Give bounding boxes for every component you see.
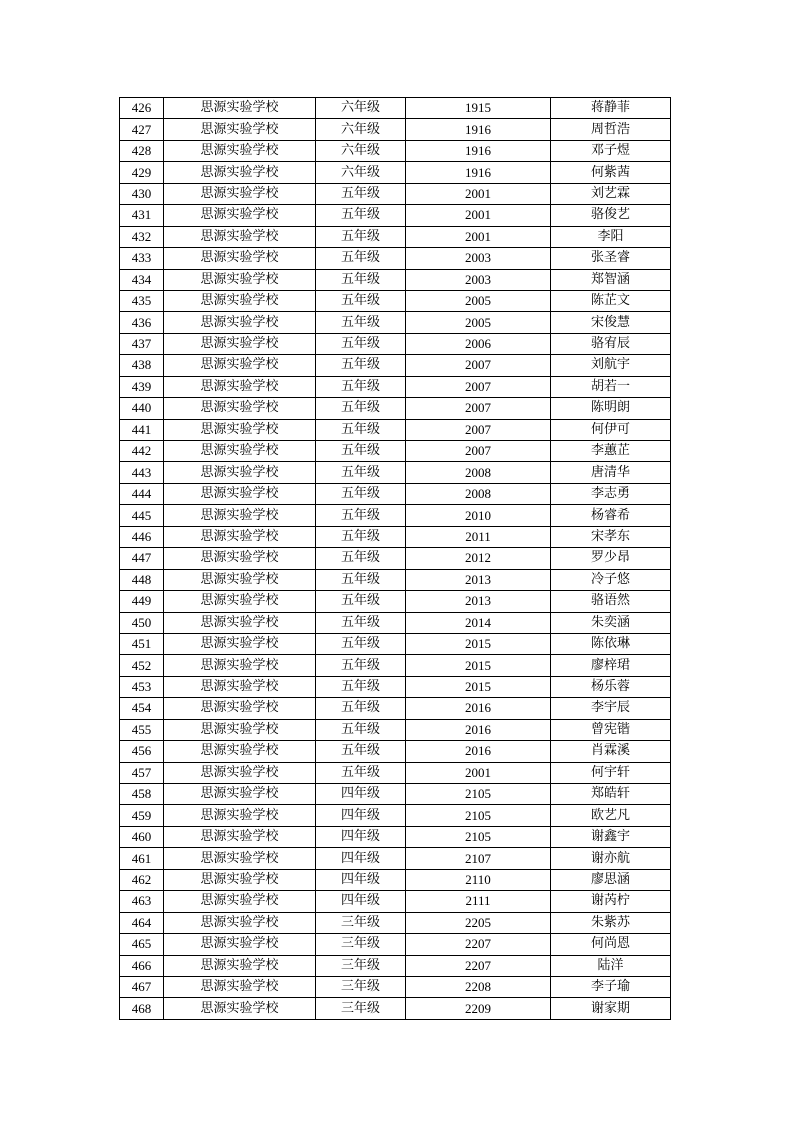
row-number-cell: 429 [120, 162, 164, 183]
class-cell: 2001 [406, 183, 551, 204]
class-cell: 2003 [406, 269, 551, 290]
student-name-cell: 郑智涵 [551, 269, 671, 290]
school-cell: 思源实验学校 [164, 483, 316, 504]
student-name-cell: 朱奕涵 [551, 612, 671, 633]
class-cell: 2105 [406, 826, 551, 847]
table-row [120, 526, 671, 547]
table-row [120, 462, 671, 483]
row-number-cell: 450 [120, 612, 164, 633]
grade-cell: 五年级 [316, 269, 406, 290]
school-cell: 思源实验学校 [164, 98, 316, 119]
class-cell: 2007 [406, 376, 551, 397]
school-cell: 思源实验学校 [164, 805, 316, 826]
row-number-cell: 467 [120, 976, 164, 997]
row-number-cell: 443 [120, 462, 164, 483]
row-number-cell: 437 [120, 333, 164, 354]
table-row [120, 976, 671, 997]
grade-cell: 五年级 [316, 290, 406, 311]
class-cell: 2013 [406, 591, 551, 612]
row-number-cell: 430 [120, 183, 164, 204]
school-cell: 思源实验学校 [164, 569, 316, 590]
row-number-cell: 433 [120, 248, 164, 269]
school-cell: 思源实验学校 [164, 526, 316, 547]
table-row [120, 248, 671, 269]
school-cell: 思源实验学校 [164, 548, 316, 569]
row-number-cell: 451 [120, 633, 164, 654]
grade-cell: 五年级 [316, 355, 406, 376]
grade-cell: 三年级 [316, 998, 406, 1019]
class-cell: 2209 [406, 998, 551, 1019]
student-name-cell: 李阳 [551, 226, 671, 247]
grade-cell: 五年级 [316, 505, 406, 526]
table-row [120, 569, 671, 590]
class-cell: 2001 [406, 205, 551, 226]
row-number-cell: 447 [120, 548, 164, 569]
grade-cell: 五年级 [316, 419, 406, 440]
school-cell: 思源实验学校 [164, 269, 316, 290]
class-cell: 2003 [406, 248, 551, 269]
school-cell: 思源实验学校 [164, 976, 316, 997]
class-cell: 2012 [406, 548, 551, 569]
table-row [120, 869, 671, 890]
table-row [120, 441, 671, 462]
student-name-cell: 骆宥辰 [551, 333, 671, 354]
class-cell: 2205 [406, 912, 551, 933]
student-name-cell: 何紫茜 [551, 162, 671, 183]
class-cell: 2105 [406, 805, 551, 826]
student-name-cell: 冷子悠 [551, 569, 671, 590]
grade-cell: 四年级 [316, 784, 406, 805]
table-row [120, 548, 671, 569]
school-cell: 思源实验学校 [164, 698, 316, 719]
grade-cell: 六年级 [316, 98, 406, 119]
row-number-cell: 439 [120, 376, 164, 397]
table-row [120, 591, 671, 612]
grade-cell: 五年级 [316, 698, 406, 719]
class-cell: 2010 [406, 505, 551, 526]
grade-cell: 五年级 [316, 762, 406, 783]
class-cell: 2007 [406, 441, 551, 462]
grade-cell: 五年级 [316, 591, 406, 612]
student-name-cell: 何伊可 [551, 419, 671, 440]
class-cell: 2005 [406, 290, 551, 311]
school-cell: 思源实验学校 [164, 226, 316, 247]
class-cell: 2207 [406, 955, 551, 976]
grade-cell: 五年级 [316, 248, 406, 269]
row-number-cell: 432 [120, 226, 164, 247]
school-cell: 思源实验学校 [164, 205, 316, 226]
row-number-cell: 434 [120, 269, 164, 290]
school-cell: 思源实验学校 [164, 676, 316, 697]
student-name-cell: 肖霖溪 [551, 741, 671, 762]
row-number-cell: 464 [120, 912, 164, 933]
grade-cell: 五年级 [316, 676, 406, 697]
class-cell: 2008 [406, 483, 551, 504]
table-row [120, 119, 671, 140]
row-number-cell: 459 [120, 805, 164, 826]
row-number-cell: 428 [120, 140, 164, 161]
school-cell: 思源实验学校 [164, 462, 316, 483]
school-cell: 思源实验学校 [164, 419, 316, 440]
school-cell: 思源实验学校 [164, 591, 316, 612]
class-cell: 2007 [406, 419, 551, 440]
student-name-cell: 陈芷文 [551, 290, 671, 311]
row-number-cell: 456 [120, 741, 164, 762]
row-number-cell: 457 [120, 762, 164, 783]
grade-cell: 五年级 [316, 205, 406, 226]
student-name-cell: 李子瑜 [551, 976, 671, 997]
grade-cell: 五年级 [316, 312, 406, 333]
student-name-cell: 何尚恩 [551, 934, 671, 955]
row-number-cell: 444 [120, 483, 164, 504]
grade-cell: 五年级 [316, 633, 406, 654]
student-name-cell: 宋俊慧 [551, 312, 671, 333]
grade-cell: 六年级 [316, 140, 406, 161]
class-cell: 2008 [406, 462, 551, 483]
grade-cell: 四年级 [316, 805, 406, 826]
student-name-cell: 陆洋 [551, 955, 671, 976]
student-name-cell: 骆语然 [551, 591, 671, 612]
student-name-cell: 李蕙芷 [551, 441, 671, 462]
school-cell: 思源实验学校 [164, 869, 316, 890]
grade-cell: 四年级 [316, 869, 406, 890]
row-number-cell: 436 [120, 312, 164, 333]
table-row [120, 98, 671, 119]
student-name-cell: 宋孝东 [551, 526, 671, 547]
table-row [120, 226, 671, 247]
table-row [120, 762, 671, 783]
row-number-cell: 431 [120, 205, 164, 226]
row-number-cell: 455 [120, 719, 164, 740]
student-name-cell: 骆俊艺 [551, 205, 671, 226]
grade-cell: 五年级 [316, 655, 406, 676]
student-name-cell: 陈依琳 [551, 633, 671, 654]
table-row [120, 612, 671, 633]
grade-cell: 五年级 [316, 612, 406, 633]
school-cell: 思源实验学校 [164, 119, 316, 140]
school-cell: 思源实验学校 [164, 140, 316, 161]
grade-cell: 六年级 [316, 119, 406, 140]
class-cell: 2016 [406, 698, 551, 719]
grade-cell: 五年级 [316, 226, 406, 247]
class-cell: 2013 [406, 569, 551, 590]
student-name-cell: 谢鑫宇 [551, 826, 671, 847]
table-row [120, 162, 671, 183]
student-name-cell: 何宇轩 [551, 762, 671, 783]
school-cell: 思源实验学校 [164, 376, 316, 397]
grade-cell: 三年级 [316, 976, 406, 997]
student-name-cell: 张圣睿 [551, 248, 671, 269]
student-name-cell: 杨乐蓉 [551, 676, 671, 697]
student-name-cell: 唐清华 [551, 462, 671, 483]
row-number-cell: 446 [120, 526, 164, 547]
class-cell: 2015 [406, 655, 551, 676]
table-row [120, 505, 671, 526]
school-cell: 思源实验学校 [164, 312, 316, 333]
school-cell: 思源实验学校 [164, 934, 316, 955]
roster-body [120, 98, 671, 1020]
table-row [120, 312, 671, 333]
table-row [120, 140, 671, 161]
row-number-cell: 468 [120, 998, 164, 1019]
class-cell: 2208 [406, 976, 551, 997]
table-row [120, 784, 671, 805]
row-number-cell: 426 [120, 98, 164, 119]
class-cell: 2016 [406, 719, 551, 740]
row-number-cell: 441 [120, 419, 164, 440]
table-row [120, 955, 671, 976]
grade-cell: 四年级 [316, 826, 406, 847]
row-number-cell: 465 [120, 934, 164, 955]
row-number-cell: 442 [120, 441, 164, 462]
table-row [120, 355, 671, 376]
class-cell: 2007 [406, 398, 551, 419]
student-name-cell: 郑皓轩 [551, 784, 671, 805]
class-cell: 2016 [406, 741, 551, 762]
table-row [120, 483, 671, 504]
class-cell: 2006 [406, 333, 551, 354]
student-name-cell: 李志勇 [551, 483, 671, 504]
school-cell: 思源实验学校 [164, 762, 316, 783]
class-cell: 1916 [406, 119, 551, 140]
student-name-cell: 罗少昂 [551, 548, 671, 569]
row-number-cell: 448 [120, 569, 164, 590]
class-cell: 2105 [406, 784, 551, 805]
class-cell: 2005 [406, 312, 551, 333]
grade-cell: 五年级 [316, 333, 406, 354]
school-cell: 思源实验学校 [164, 655, 316, 676]
grade-cell: 三年级 [316, 912, 406, 933]
row-number-cell: 454 [120, 698, 164, 719]
grade-cell: 五年级 [316, 526, 406, 547]
student-name-cell: 杨睿希 [551, 505, 671, 526]
school-cell: 思源实验学校 [164, 826, 316, 847]
table-row [120, 805, 671, 826]
grade-cell: 五年级 [316, 548, 406, 569]
table-row [120, 698, 671, 719]
table-row [120, 998, 671, 1019]
table-row [120, 333, 671, 354]
grade-cell: 三年级 [316, 934, 406, 955]
row-number-cell: 445 [120, 505, 164, 526]
table-row [120, 269, 671, 290]
grade-cell: 五年级 [316, 741, 406, 762]
class-cell: 2001 [406, 226, 551, 247]
table-row [120, 848, 671, 869]
student-roster-table [119, 97, 671, 1020]
class-cell: 2111 [406, 891, 551, 912]
class-cell: 2015 [406, 633, 551, 654]
grade-cell: 四年级 [316, 848, 406, 869]
grade-cell: 五年级 [316, 719, 406, 740]
school-cell: 思源实验学校 [164, 633, 316, 654]
student-name-cell: 谢亦航 [551, 848, 671, 869]
row-number-cell: 440 [120, 398, 164, 419]
table-row [120, 891, 671, 912]
grade-cell: 五年级 [316, 376, 406, 397]
grade-cell: 五年级 [316, 441, 406, 462]
school-cell: 思源实验学校 [164, 741, 316, 762]
class-cell: 1916 [406, 140, 551, 161]
table-row [120, 741, 671, 762]
table-row [120, 719, 671, 740]
school-cell: 思源实验学校 [164, 955, 316, 976]
school-cell: 思源实验学校 [164, 248, 316, 269]
row-number-cell: 458 [120, 784, 164, 805]
school-cell: 思源实验学校 [164, 912, 316, 933]
class-cell: 2011 [406, 526, 551, 547]
school-cell: 思源实验学校 [164, 183, 316, 204]
row-number-cell: 449 [120, 591, 164, 612]
student-name-cell: 谢芮柠 [551, 891, 671, 912]
table-row [120, 419, 671, 440]
school-cell: 思源实验学校 [164, 162, 316, 183]
class-cell: 1916 [406, 162, 551, 183]
grade-cell: 五年级 [316, 569, 406, 590]
student-name-cell: 邓子煜 [551, 140, 671, 161]
student-name-cell: 周哲浩 [551, 119, 671, 140]
student-name-cell: 廖思涵 [551, 869, 671, 890]
student-name-cell: 蒋静菲 [551, 98, 671, 119]
table-row [120, 934, 671, 955]
student-name-cell: 谢家期 [551, 998, 671, 1019]
grade-cell: 五年级 [316, 483, 406, 504]
school-cell: 思源实验学校 [164, 784, 316, 805]
school-cell: 思源实验学校 [164, 355, 316, 376]
school-cell: 思源实验学校 [164, 891, 316, 912]
student-name-cell: 胡若一 [551, 376, 671, 397]
class-cell: 1915 [406, 98, 551, 119]
table-row [120, 398, 671, 419]
student-name-cell: 朱紫苏 [551, 912, 671, 933]
school-cell: 思源实验学校 [164, 998, 316, 1019]
row-number-cell: 452 [120, 655, 164, 676]
row-number-cell: 463 [120, 891, 164, 912]
row-number-cell: 435 [120, 290, 164, 311]
school-cell: 思源实验学校 [164, 848, 316, 869]
table-row [120, 183, 671, 204]
student-name-cell: 李宇辰 [551, 698, 671, 719]
school-cell: 思源实验学校 [164, 333, 316, 354]
class-cell: 2107 [406, 848, 551, 869]
table-row [120, 655, 671, 676]
student-name-cell: 刘艺霖 [551, 183, 671, 204]
table-row [120, 633, 671, 654]
student-name-cell: 陈明朗 [551, 398, 671, 419]
grade-cell: 六年级 [316, 162, 406, 183]
class-cell: 2110 [406, 869, 551, 890]
row-number-cell: 460 [120, 826, 164, 847]
row-number-cell: 462 [120, 869, 164, 890]
student-name-cell: 刘航宇 [551, 355, 671, 376]
class-cell: 2207 [406, 934, 551, 955]
student-name-cell: 欧艺凡 [551, 805, 671, 826]
school-cell: 思源实验学校 [164, 290, 316, 311]
class-cell: 2007 [406, 355, 551, 376]
school-cell: 思源实验学校 [164, 612, 316, 633]
row-number-cell: 466 [120, 955, 164, 976]
grade-cell: 五年级 [316, 462, 406, 483]
table-row [120, 676, 671, 697]
table-row [120, 376, 671, 397]
school-cell: 思源实验学校 [164, 505, 316, 526]
class-cell: 2014 [406, 612, 551, 633]
row-number-cell: 461 [120, 848, 164, 869]
row-number-cell: 427 [120, 119, 164, 140]
table-row [120, 912, 671, 933]
grade-cell: 三年级 [316, 955, 406, 976]
grade-cell: 五年级 [316, 183, 406, 204]
table-row [120, 826, 671, 847]
school-cell: 思源实验学校 [164, 398, 316, 419]
class-cell: 2001 [406, 762, 551, 783]
school-cell: 思源实验学校 [164, 719, 316, 740]
school-cell: 思源实验学校 [164, 441, 316, 462]
student-name-cell: 廖梓珺 [551, 655, 671, 676]
grade-cell: 五年级 [316, 398, 406, 419]
row-number-cell: 438 [120, 355, 164, 376]
grade-cell: 四年级 [316, 891, 406, 912]
row-number-cell: 453 [120, 676, 164, 697]
class-cell: 2015 [406, 676, 551, 697]
table-row [120, 205, 671, 226]
student-name-cell: 曾宪锴 [551, 719, 671, 740]
table-row [120, 290, 671, 311]
